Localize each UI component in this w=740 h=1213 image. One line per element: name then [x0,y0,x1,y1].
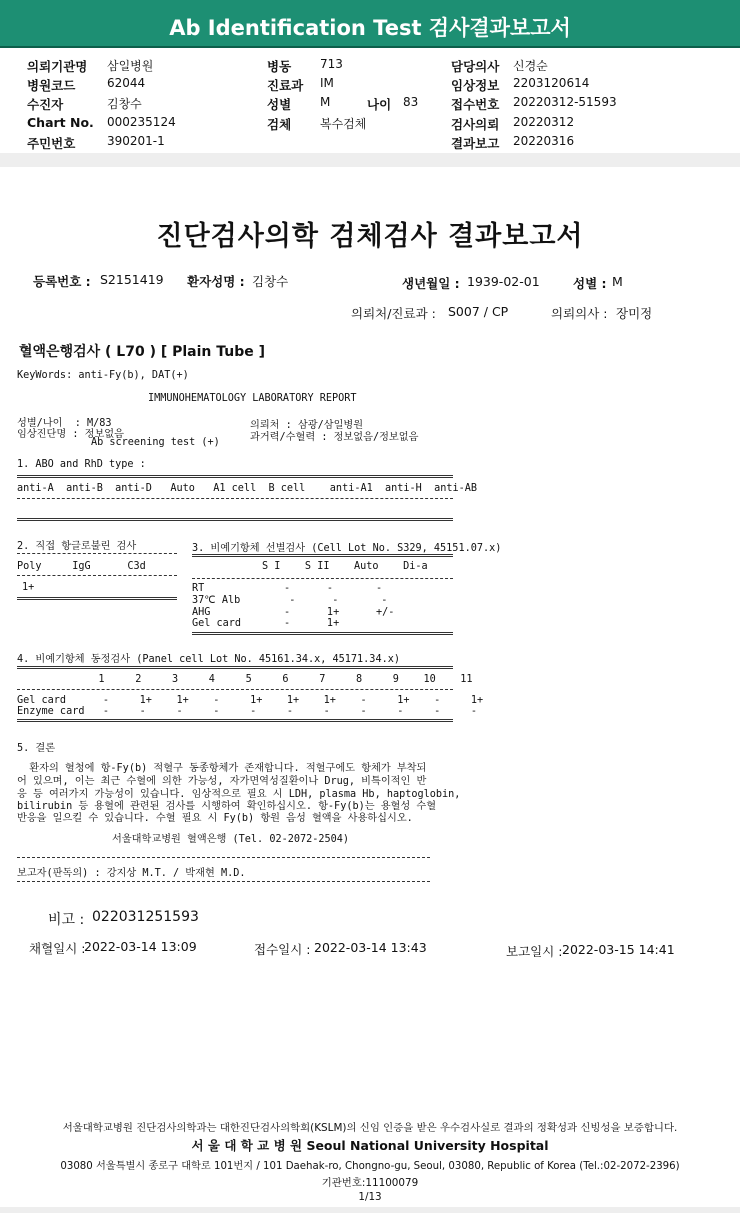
referral: 의뢰처 : 삼광/삼일병원 [250,420,364,431]
reported-label: 보고일시 : [506,944,563,959]
receipt-no-value: 20220312-51593 [513,95,617,109]
patient-label: 수진자 [27,97,64,112]
clinical-info-value: 2203120614 [513,76,590,90]
lab-report-title: IMMUNOHEMATOLOGY LABORATORY REPORT [148,393,357,404]
request-date-value: 20220312 [513,115,575,129]
dob-label: 생년월일 : [402,276,460,291]
specimen-label: 검체 [267,117,292,132]
org-number: 기관번호:11100079 [321,1177,419,1189]
chart-no-value: 000235124 [107,115,176,129]
sex-info-value: M [612,274,623,289]
dat-title: 2. 직접 항글로불린 검사 [17,541,137,552]
conclusion-line: 반응을 일으킬 수 있습니다. 수혈 필요 시 Fy(b) 항원 음성 혈액을 사용하십시오. [17,813,413,824]
doctor-value: 장미정 [616,306,653,321]
hospital-address: 03080 서울특별시 종로구 대학로 101번지 / 101 Daehak-ro, Chongno-gu, Seoul, 03080, Republic of Korea (Tel.:02-2072-2396) [60,1161,680,1172]
chart-no-label: Chart No. [27,115,94,130]
conclusion-line: 어 있으며, 이는 최근 수혈에 의한 가능성, 자가면역성질환이나 Drug, 비특이적인 반 [17,776,427,787]
reg-no-value: S2151419 [100,272,164,287]
panel-gel-row: Gel card - 1+ 1+ - 1+ 1+ 1+ - 1+ - 1+ [17,695,484,706]
department-label: 진료과 [267,78,304,93]
report-date-value: 20220316 [513,134,575,148]
divider [17,666,453,669]
physician-label: 담당의사 [451,59,500,74]
screening-header: S I S II Auto Di-a [262,561,428,572]
divider [17,857,430,858]
sex-age: 성별/나이 : M/83 [17,418,112,429]
divider [17,719,453,722]
reg-no-label: 등록번호 : [33,274,91,289]
note-label: 비고 : [48,912,85,928]
receipt-no-label: 접수번호 [451,97,500,112]
report-date-label: 결과보고 [451,136,500,151]
sex-label: 성별 [267,97,292,112]
ab-screening: Ab screening test (+) [91,437,220,448]
abo-title: 1. ABO and RhD type : [17,459,146,470]
hospital-code-label: 병원코드 [27,78,76,93]
screening-row: Gel card - 1+ [192,618,340,629]
section-separator [0,153,740,167]
conclusion-line: 응 등 여러가지 가능성이 있습니다. 임상적으로 필요 시 LDH, plasma Hb, haptoglobin, [17,789,461,800]
divider [192,632,453,635]
banner-title: Ab Identification Test 검사결과보고서 [169,16,571,40]
received-value: 2022-03-14 13:43 [314,940,427,955]
ward-value: 713 [320,57,343,71]
divider [17,881,430,882]
divider [17,518,453,521]
department-value: IM [320,76,334,90]
hospital-code-value: 62044 [107,76,146,90]
hospital-name-label: 의뢰기관명 [27,59,88,74]
page-number: 1/13 [358,1191,382,1203]
panel-enzyme-row: Enzyme card - - - - - - - - - - - [17,706,478,717]
hospital-name: 서 울 대 학 교 병 원 Seoul National University Hospital [191,1138,549,1153]
divider [17,575,177,576]
screening-row: AHG - 1+ +/- [192,607,395,618]
blood-bank-signature: 서울대학교병원 혈액은행 (Tel. 02-2072-2504) [112,834,350,845]
section-title: 혈액은행검사 ( L70 ) [ Plain Tube ] [19,344,266,360]
sex-value: M [320,95,331,109]
certification-text: 서울대학교병원 진단검사의학과는 대한진단검사의학회(KSLM)의 신임 인증을 받은 우수검사실로 결과의 정확성과 신빙성을 보증합니다. [62,1122,678,1134]
sex-info-label: 성별 : [573,276,607,291]
divider [17,498,453,499]
specimen-value: 복수검체 [320,117,367,131]
patient-value: 김창수 [107,97,142,111]
history: 과거력/수혈력 : 정보없음/정보없음 [250,432,419,443]
age-label: 나이 [367,97,392,112]
doctor-label: 의뢰의사 : [551,306,608,321]
divider [17,475,453,478]
divider [17,553,177,554]
resident-no-label: 주민번호 [27,136,76,151]
received-label: 접수일시 : [254,942,311,957]
divider [17,597,177,600]
physician-value: 신경순 [513,59,548,73]
bottom-separator [0,1207,740,1213]
divider [192,578,453,579]
screening-row: RT - - - [192,583,383,594]
patient-name-value: 김창수 [252,274,289,289]
panel-title: 4. 비예기항체 동정검사 (Panel cell Lot No. 45161.34.x, 45171.34.x) [17,654,400,665]
dat-value: 1+ [22,582,35,593]
divider [192,554,453,557]
clinical-diagnosis: 임상진단명 : 정보없음 [17,429,124,440]
screening-row: 37℃ Alb - - - [192,595,388,606]
note-value: 022031251593 [92,909,199,925]
conclusion-title: 5. 결론 [17,743,56,754]
conclusion-line: 환자의 혈청에 항-Fy(b) 적혈구 동종항체가 존재합니다. 적혈구에도 항체가 부착되 [17,763,427,774]
panel-header: 1 2 3 4 5 6 7 8 9 10 11 [80,674,473,685]
abo-header: anti-A anti-B anti-D Auto A1 cell B cell anti-A1 anti-H anti-AB [17,483,478,494]
reported-value: 2022-03-15 14:41 [562,942,675,957]
resident-no-value: 390201-1 [107,134,165,148]
document-title: 진단검사의학 검체검사 결과보고서 [156,221,584,252]
report-banner [0,0,740,48]
patient-name-label: 환자성명 : [187,274,245,289]
conclusion-line: bilirubin 등 용혈에 관련된 검사를 시행하여 확인하십시오. 항-Fy(b)는 용혈성 수혈 [17,801,437,812]
dob-value: 1939-02-01 [467,274,540,289]
keywords: KeyWords: anti-Fy(b), DAT(+) [17,370,189,381]
collected-value: 2022-03-14 13:09 [84,939,197,954]
reporter: 보고자(판독의) : 강지상 M.T. / 박재현 M.D. [17,868,246,879]
clinical-info-label: 임상정보 [451,78,500,93]
dat-header: Poly IgG C3d [17,561,146,572]
divider [17,689,453,690]
ward-label: 병동 [267,59,292,74]
hospital-name-value: 삼일병원 [107,59,154,73]
dept-value: S007 / CP [448,304,509,319]
request-date-label: 검사의뢰 [451,117,500,132]
age-value: 83 [403,95,419,109]
collected-label: 채혈일시 : [29,941,86,956]
screening-title: 3. 비예기항체 선별검사 (Cell Lot No. S329, 45151.07.x) [192,543,502,554]
dept-label: 의뢰처/진료과 : [351,306,436,321]
